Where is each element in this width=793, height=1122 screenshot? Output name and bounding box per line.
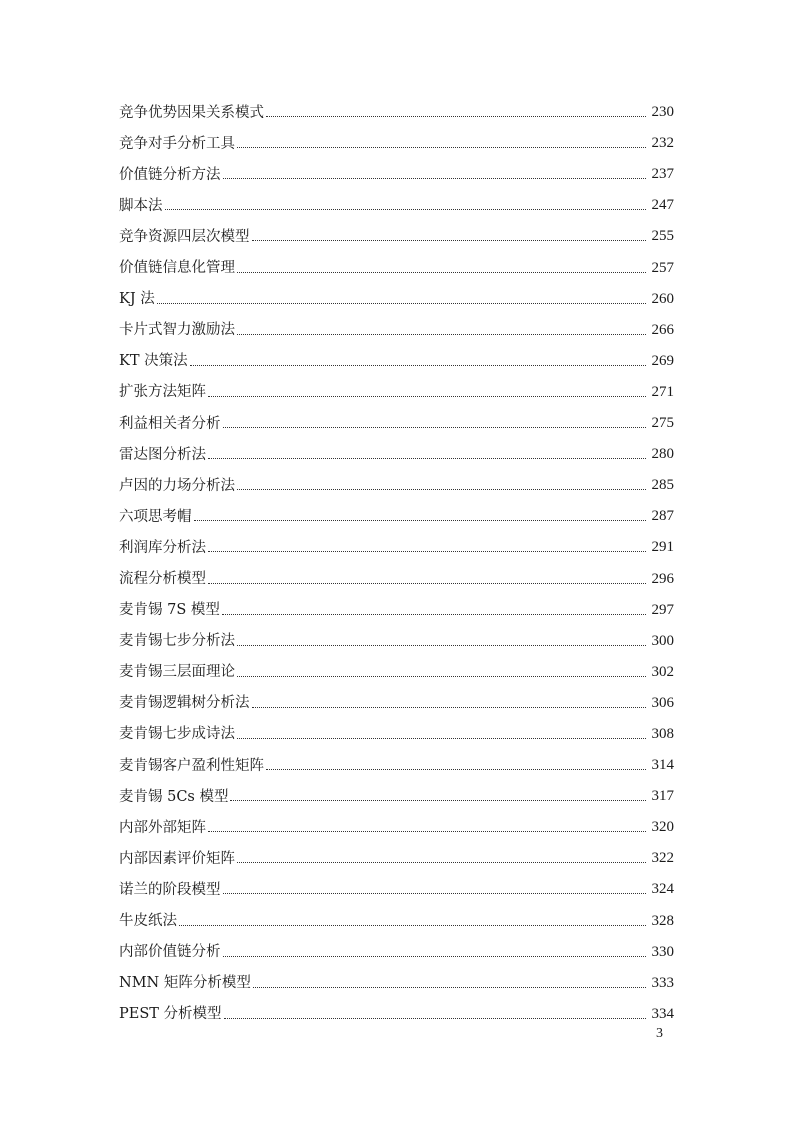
toc-entry-page: 247 bbox=[651, 197, 674, 214]
toc-entry-page: 333 bbox=[651, 974, 674, 991]
dot-leader bbox=[208, 551, 646, 552]
toc-entry[interactable] bbox=[119, 372, 674, 403]
dot-leader bbox=[266, 769, 646, 770]
dot-leader bbox=[237, 272, 646, 273]
toc-entry-page: 334 bbox=[651, 1005, 674, 1022]
dot-leader bbox=[222, 614, 646, 615]
toc-entry-page: 314 bbox=[651, 757, 674, 774]
toc-entry-page: 297 bbox=[651, 601, 674, 618]
toc-entry-title: 脚本法 bbox=[119, 197, 163, 214]
toc-entry-page: 285 bbox=[651, 477, 674, 494]
toc-entry[interactable] bbox=[119, 341, 674, 372]
toc-entry-page: 322 bbox=[651, 850, 674, 867]
dot-leader bbox=[237, 676, 646, 677]
toc-entry[interactable] bbox=[119, 434, 674, 465]
toc-entry[interactable] bbox=[119, 154, 674, 185]
toc-entry[interactable] bbox=[119, 216, 674, 247]
toc-entry-page: 269 bbox=[651, 352, 674, 369]
toc-entry-title: PEST 分析模型 bbox=[119, 1006, 222, 1023]
toc-entry[interactable] bbox=[119, 496, 674, 527]
toc-entry-page: 291 bbox=[651, 539, 674, 556]
toc-entry[interactable] bbox=[119, 776, 674, 807]
dot-leader bbox=[179, 925, 646, 926]
dot-leader bbox=[237, 738, 646, 739]
dot-leader bbox=[208, 831, 646, 832]
toc-entry-title: 竞争对手分析工具 bbox=[119, 135, 235, 152]
toc-entry-title: 麦肯锡 7S 模型 bbox=[119, 602, 220, 619]
toc-entry-title: 内部价值链分析 bbox=[119, 944, 221, 961]
dot-leader bbox=[237, 489, 646, 490]
toc-entry[interactable] bbox=[119, 92, 674, 123]
toc-entry[interactable] bbox=[119, 621, 674, 652]
toc-entry-page: 296 bbox=[651, 570, 674, 587]
toc-entry-title: 利益相关者分析 bbox=[119, 415, 221, 432]
toc-entry-title: 利润库分析法 bbox=[119, 539, 206, 556]
toc-entry-title: 诺兰的阶段模型 bbox=[119, 881, 221, 898]
toc-entry[interactable] bbox=[119, 745, 674, 776]
toc-entry-title: 雷达图分析法 bbox=[119, 446, 206, 463]
dot-leader bbox=[208, 583, 646, 584]
toc-entry-page: 330 bbox=[651, 943, 674, 960]
toc-entry-title: 麦肯锡逻辑树分析法 bbox=[119, 695, 250, 712]
dot-leader bbox=[253, 987, 646, 988]
toc-entry[interactable] bbox=[119, 900, 674, 931]
dot-leader bbox=[252, 240, 647, 241]
toc-entry-title: 价值链分析方法 bbox=[119, 166, 221, 183]
toc-entry[interactable] bbox=[119, 683, 674, 714]
toc-entry-title: 麦肯锡客户盈利性矩阵 bbox=[119, 757, 264, 774]
toc-entry-title: 麦肯锡七步分析法 bbox=[119, 633, 235, 650]
dot-leader bbox=[208, 458, 646, 459]
dot-leader bbox=[237, 147, 646, 148]
dot-leader bbox=[157, 303, 646, 304]
toc-entry-page: 255 bbox=[651, 228, 674, 245]
toc-entry-title: 六项思考帽 bbox=[119, 508, 192, 525]
toc-entry[interactable] bbox=[119, 590, 674, 621]
dot-leader bbox=[237, 862, 646, 863]
toc-entry[interactable] bbox=[119, 932, 674, 963]
toc-entry-page: 287 bbox=[651, 508, 674, 525]
toc-entry-title: 内部因素评价矩阵 bbox=[119, 850, 235, 867]
toc-entry[interactable] bbox=[119, 279, 674, 310]
toc-entry[interactable] bbox=[119, 465, 674, 496]
toc-entry[interactable] bbox=[119, 807, 674, 838]
toc-entry-title: 扩张方法矩阵 bbox=[119, 384, 206, 401]
toc-entry[interactable] bbox=[119, 963, 674, 994]
toc-entry-title: 卢因的力场分析法 bbox=[119, 477, 235, 494]
toc-entry-title: KT 决策法 bbox=[119, 353, 188, 370]
dot-leader bbox=[223, 427, 647, 428]
dot-leader bbox=[223, 178, 647, 179]
toc-entry-page: 266 bbox=[651, 321, 674, 338]
toc-entry-page: 230 bbox=[651, 104, 674, 121]
toc-entry-page: 232 bbox=[651, 135, 674, 152]
toc-entry-title: NMN 矩阵分析模型 bbox=[119, 975, 251, 992]
toc-entry[interactable] bbox=[119, 123, 674, 154]
toc-entry-page: 328 bbox=[651, 912, 674, 929]
dot-leader bbox=[266, 116, 646, 117]
toc-entry-title: 卡片式智力激励法 bbox=[119, 322, 235, 339]
dot-leader bbox=[190, 365, 646, 366]
toc-entry-page: 308 bbox=[651, 725, 674, 742]
toc-entry-page: 302 bbox=[651, 663, 674, 680]
toc-entry-page: 300 bbox=[651, 632, 674, 649]
toc-entry-page: 271 bbox=[651, 383, 674, 400]
toc-entry[interactable] bbox=[119, 652, 674, 683]
toc-entry-title: 麦肯锡三层面理论 bbox=[119, 664, 235, 681]
toc-entry[interactable] bbox=[119, 403, 674, 434]
toc-entry[interactable] bbox=[119, 869, 674, 900]
toc-entry[interactable] bbox=[119, 527, 674, 558]
dot-leader bbox=[194, 520, 647, 521]
dot-leader bbox=[223, 893, 647, 894]
toc-entry[interactable] bbox=[119, 994, 674, 1025]
toc-entry-page: 260 bbox=[651, 290, 674, 307]
dot-leader bbox=[165, 209, 647, 210]
toc-entry-page: 324 bbox=[651, 881, 674, 898]
toc-entry-title: KJ 法 bbox=[119, 291, 155, 308]
table-of-contents bbox=[119, 92, 674, 1025]
toc-entry-page: 280 bbox=[651, 446, 674, 463]
toc-entry-title: 内部外部矩阵 bbox=[119, 819, 206, 836]
page-number: 3 bbox=[656, 1026, 663, 1041]
toc-entry-title: 流程分析模型 bbox=[119, 571, 206, 587]
toc-entry[interactable] bbox=[119, 247, 674, 278]
toc-entry-title: 麦肯锡 5Cs 模型 bbox=[119, 788, 229, 805]
toc-entry-title: 价值链信息化管理 bbox=[119, 260, 235, 277]
dot-leader bbox=[237, 334, 646, 335]
toc-entry-page: 237 bbox=[651, 166, 674, 183]
toc-entry-page: 306 bbox=[651, 694, 674, 711]
toc-entry-title: 竞争优势因果关系模式 bbox=[119, 104, 264, 121]
dot-leader bbox=[208, 396, 646, 397]
toc-entry-page: 320 bbox=[651, 819, 674, 836]
toc-entry-page: 257 bbox=[651, 259, 674, 276]
toc-entry-title: 牛皮纸法 bbox=[119, 913, 177, 930]
toc-entry[interactable] bbox=[119, 838, 674, 869]
toc-entry-page: 275 bbox=[651, 415, 674, 432]
toc-entry-title: 麦肯锡七步成诗法 bbox=[119, 726, 235, 743]
toc-entry-page: 317 bbox=[651, 788, 674, 805]
dot-leader bbox=[237, 645, 646, 646]
toc-entry[interactable] bbox=[119, 714, 674, 745]
toc-entry[interactable] bbox=[119, 558, 674, 589]
toc-entry[interactable] bbox=[119, 310, 674, 341]
toc-entry-title: 竞争资源四层次模型 bbox=[119, 228, 250, 245]
dot-leader bbox=[252, 707, 647, 708]
toc-entry[interactable] bbox=[119, 185, 674, 216]
dot-leader bbox=[223, 956, 647, 957]
dot-leader bbox=[224, 1018, 646, 1019]
dot-leader bbox=[230, 800, 646, 801]
